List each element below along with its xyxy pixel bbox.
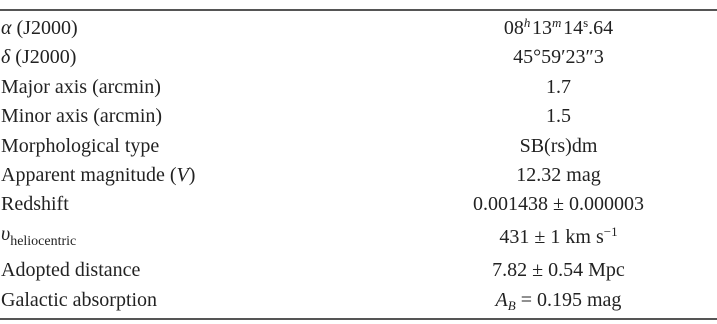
table-row-apparent-magnitude [0,161,717,190]
label-text-close: ) [188,164,196,187]
label-text: (J2000) [10,46,77,69]
row-value [400,220,717,256]
table-row-major-axis [0,73,717,102]
table-row-adopted-distance [0,256,717,285]
row-value: 7.82 ± 0.54 Mpc [492,259,625,282]
table-row-morphological-type [0,132,717,161]
alpha-symbol: α [1,17,12,39]
ra-hours: 08 [503,17,524,39]
row-value: 1.7 [546,75,571,98]
row-label: Galactic absorption [1,288,158,311]
band-symbol: V [176,164,189,187]
table-row-right-ascension [0,14,717,43]
velocity-unit-exponent: −1 [603,224,618,240]
row-value: 12.32 mag [516,164,601,187]
bottom-rule [0,318,717,320]
velocity-subscript: heliocentric [10,233,77,249]
top-rule [0,9,717,11]
table-row-galactic-absorption [0,286,717,315]
delta-symbol: δ [1,46,11,69]
ra-hours-unit: h [523,15,531,30]
table-row-minor-axis [0,102,717,131]
table-row-heliocentric-velocity [0,220,717,256]
ra-seconds-unit: s [583,15,589,30]
velocity-value: 431 ± 1 km s [499,226,604,249]
absorption-value: = 0.195 mag [515,288,622,311]
row-value: 1.5 [546,105,571,128]
absorption-band: B [507,297,516,313]
table-row-redshift [0,190,717,219]
row-label: Major axis (arcmin) [1,75,161,98]
row-value: 45°59′23″3 [513,46,604,69]
properties-grid [0,14,717,315]
row-value: 0.001438 ± 0.000003 [473,193,644,216]
ra-minutes-unit: m [552,15,562,30]
row-label [0,220,400,256]
label-text: (J2000) [11,17,78,39]
row-label [0,14,400,43]
row-label: Adopted distance [1,259,141,282]
table-row-declination [0,43,717,72]
ra-minutes: 13 [532,17,553,39]
row-value: SB(rs)dm [519,134,598,157]
absorption-symbol: A [495,288,508,311]
row-label: Morphological type [1,134,160,157]
row-label [0,161,400,190]
velocity-symbol: υ [1,222,11,245]
label-text: Apparent magnitude ( [1,164,177,187]
row-label: Minor axis (arcmin) [1,105,163,128]
row-label [0,43,400,72]
row-value [400,14,717,43]
row-label: Redshift [1,193,69,216]
row-value [400,286,717,315]
ra-seconds-fraction: .64 [588,17,614,39]
ra-seconds: 14 [563,17,584,39]
